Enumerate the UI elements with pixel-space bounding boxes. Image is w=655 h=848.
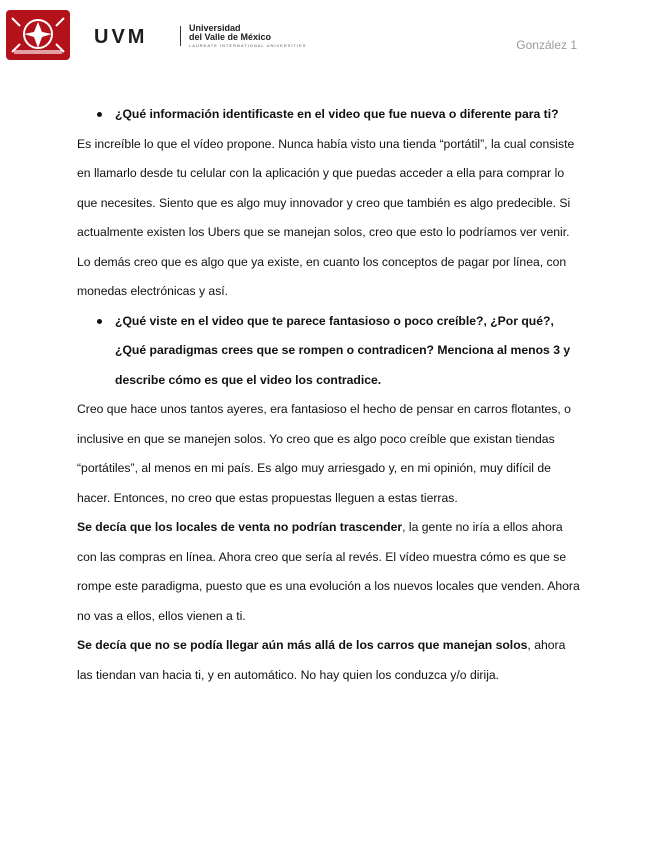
university-crest-logo [6, 10, 70, 60]
bullet-icon [97, 319, 102, 324]
university-name [189, 24, 271, 42]
uvm-logo: UVM [94, 26, 148, 48]
running-head-page-number: González 1 [516, 38, 577, 52]
paradigm-2 [77, 631, 581, 690]
document-body [77, 100, 581, 690]
paradigm-1 [77, 513, 581, 631]
question-1-text: ¿Qué información identificaste en el video que fue nueva o diferente para ti? [115, 107, 559, 121]
paradigm-2-heading: Se decía que no se podía llegar aún más allá de los carros que manejan solos [77, 638, 528, 652]
university-name-line1: Universidad [189, 23, 241, 33]
question-2-text: ¿Qué viste en el video que te parece fantasioso o poco creíble?, ¿Por qué?, ¿Qué paradigmas crees que se rompen o contradicen? Menciona al menos 3 y describe cómo es que el video los contradice. [115, 313, 571, 387]
university-tagline: LAUREATE INTERNATIONAL UNIVERSITIES [189, 43, 307, 48]
bullet-icon [97, 112, 102, 117]
logo-divider [180, 26, 181, 46]
answer-2: Creo que hace unos tantos ayeres, era fantasioso el hecho de pensar en carros flotantes, o inclusive en que se manejen solos. Yo creo que es algo poco creíble que existan tiendas “portátiles”, al menos en mi país. Es algo muy arriesgado y, en mi opinión, muy difícil de hacer. Entonces, no creo que estas propuestas lleguen a estas tierras. [77, 402, 571, 505]
university-name-line2: del Valle de México [189, 32, 272, 42]
paradigm-1-text: , la gente no iría a ellos ahora con las compras en línea. Ahora creo que sería al revés. El vídeo muestra cómo es que se rompe este paradigma, puesto que es una evolución a los nuevos locales que venden. Ahora no vas a ellos, ellos vienen a ti. [77, 520, 580, 623]
page-header [0, 0, 655, 70]
answer-1: Es increíble lo que el vídeo propone. Nunca había visto una tienda “portátil”, la cual consiste en llamarlo desde tu celular con la aplicación y que puedas acceder a ella para comprar lo que necesites. Siento que es algo muy innovador y creo que también es algo predecible. Si actualmente existen los Ubers que se manejan solos, creo que esto lo podríamos ver venir. Lo demás creo que es algo que ya existe, en cuanto los conceptos de pagar por línea, con monedas electrónicas y así. [77, 136, 575, 298]
question-2 [77, 307, 581, 396]
question-1 [77, 100, 581, 130]
paradigm-1-heading: Se decía que los locales de venta no podrían trascender [77, 520, 403, 534]
paradigm-2-text: , ahora las tiendan van hacia ti, y en automático. No hay quien los conduzca y/o dirija. [77, 638, 566, 682]
